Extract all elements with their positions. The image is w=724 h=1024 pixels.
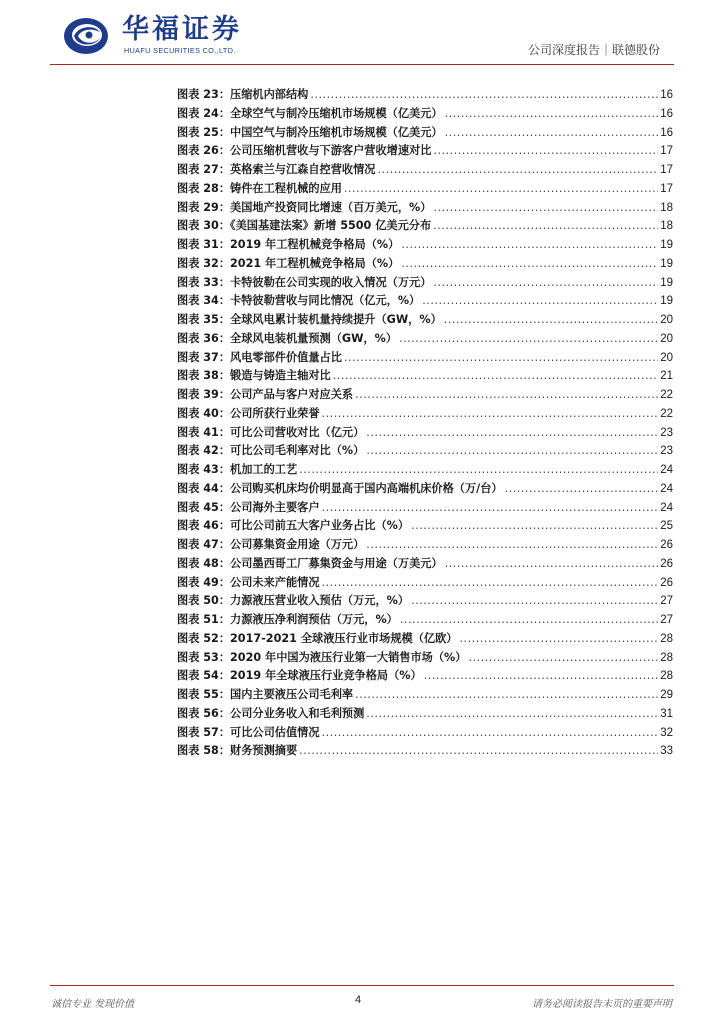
toc-dot-leader bbox=[468, 649, 658, 668]
toc-entry[interactable] bbox=[177, 142, 673, 161]
toc-entry[interactable] bbox=[177, 405, 673, 424]
toc-dot-leader bbox=[459, 630, 658, 649]
toc-entry-page: 18 bbox=[660, 220, 673, 233]
toc-entry-page: 28 bbox=[660, 670, 673, 683]
toc-entry[interactable] bbox=[177, 424, 673, 443]
toc-entry-title: 图表 29：美国地产投资同比增速（百万美元，%） bbox=[177, 200, 432, 214]
toc-entry[interactable] bbox=[177, 630, 673, 649]
company-logo bbox=[62, 12, 302, 58]
toc-entry[interactable] bbox=[177, 236, 673, 255]
toc-entry[interactable] bbox=[177, 274, 673, 293]
toc-dot-leader bbox=[322, 574, 659, 593]
toc-entry[interactable] bbox=[177, 686, 673, 705]
toc-entry[interactable] bbox=[177, 86, 673, 105]
toc-entry-page: 31 bbox=[660, 707, 673, 720]
toc-entry-title: 图表 31：2019 年工程机械竞争格局（%） bbox=[177, 238, 400, 251]
toc-entry[interactable] bbox=[177, 105, 673, 124]
toc-entry[interactable] bbox=[177, 161, 673, 180]
toc-entry-page: 17 bbox=[660, 182, 673, 195]
toc-entry[interactable] bbox=[177, 724, 673, 743]
toc-entry-title: 图表 46：可比公司前五大客户业务占比（%） bbox=[177, 519, 410, 533]
footer-disclaimer: 请务必阅读报告末页的重要声明 bbox=[532, 999, 672, 1010]
toc-entry-title: 图表 54：2019 年全球液压行业竞争格局（%） bbox=[177, 669, 422, 683]
figure-list bbox=[177, 86, 673, 761]
toc-entry-page: 26 bbox=[660, 539, 673, 551]
toc-entry-title: 图表 53：2020 年中国为液压行业第一大销售市场（%） bbox=[177, 650, 467, 664]
toc-entry-title: 图表 48：公司墨西哥工厂募集资金与用途（万美元） bbox=[177, 556, 443, 570]
toc-dot-leader bbox=[411, 517, 658, 536]
toc-entry[interactable] bbox=[177, 499, 673, 518]
toc-entry-title: 图表 33：卡特彼勒在公司实现的收入情况（万元） bbox=[177, 275, 432, 289]
toc-dot-leader bbox=[444, 311, 658, 330]
toc-entry-title: 图表 23：压缩机内部结构 bbox=[177, 88, 309, 101]
toc-entry-title: 图表 34：卡特彼勒营收与同比情况（亿元，%） bbox=[177, 294, 421, 308]
toc-entry-page: 16 bbox=[660, 89, 673, 101]
toc-entry-page: 24 bbox=[660, 464, 673, 476]
toc-dot-leader bbox=[433, 142, 658, 161]
toc-entry-page: 28 bbox=[660, 651, 673, 664]
toc-dot-leader bbox=[433, 217, 658, 236]
toc-entry-page: 25 bbox=[660, 520, 673, 533]
toc-entry[interactable] bbox=[177, 536, 673, 555]
toc-entry[interactable] bbox=[177, 292, 673, 311]
toc-entry[interactable] bbox=[177, 742, 673, 761]
toc-entry[interactable] bbox=[177, 180, 673, 199]
toc-entry-page: 20 bbox=[660, 314, 673, 326]
toc-dot-leader bbox=[445, 124, 659, 143]
toc-dot-leader bbox=[344, 180, 658, 199]
footer-divider bbox=[50, 985, 674, 986]
toc-entry-page: 17 bbox=[660, 145, 673, 158]
toc-entry[interactable] bbox=[177, 461, 673, 480]
toc-entry-title: 图表 57：可比公司估值情况 bbox=[177, 725, 320, 739]
toc-entry-page: 22 bbox=[660, 389, 673, 401]
toc-entry[interactable] bbox=[177, 349, 673, 368]
logo-chinese-name: 华福证券 bbox=[122, 14, 242, 45]
toc-entry-title: 图表 50：力源液压营业收入预估（万元，%） bbox=[177, 594, 410, 608]
toc-entry-page: 16 bbox=[660, 126, 673, 139]
toc-entry-page: 19 bbox=[660, 239, 673, 251]
toc-dot-leader bbox=[377, 161, 658, 180]
toc-dot-leader bbox=[400, 611, 658, 630]
toc-entry[interactable] bbox=[177, 330, 673, 349]
toc-dot-leader bbox=[366, 424, 658, 443]
toc-entry[interactable] bbox=[177, 442, 673, 461]
toc-dot-leader bbox=[322, 724, 659, 743]
toc-entry-title: 图表 25：中国空气与制冷压缩机市场规模（亿美元） bbox=[177, 125, 443, 139]
toc-entry[interactable] bbox=[177, 517, 673, 536]
toc-dot-leader bbox=[422, 292, 658, 311]
toc-entry-title: 图表 47：公司募集资金用途（万元） bbox=[177, 538, 365, 551]
toc-entry-page: 19 bbox=[660, 257, 673, 270]
toc-entry-page: 28 bbox=[660, 632, 673, 645]
toc-entry-title: 图表 39：公司产品与客户对应关系 bbox=[177, 388, 354, 401]
toc-entry-page: 19 bbox=[660, 295, 673, 308]
toc-dot-leader bbox=[299, 461, 658, 480]
toc-entry[interactable] bbox=[177, 574, 673, 593]
toc-dot-leader bbox=[333, 367, 658, 386]
toc-entry-page: 17 bbox=[660, 164, 673, 176]
toc-entry[interactable] bbox=[177, 217, 673, 236]
toc-entry-title: 图表 36：全球风电装机量预测（GW，%） bbox=[177, 331, 398, 345]
toc-dot-leader bbox=[401, 255, 658, 274]
toc-entry[interactable] bbox=[177, 592, 673, 611]
toc-entry-title: 图表 32：2021 年工程机械竞争格局（%） bbox=[177, 256, 400, 270]
toc-dot-leader bbox=[433, 274, 658, 293]
toc-entry-title: 图表 30：《美国基建法案》新增 5500 亿美元分布 bbox=[177, 219, 432, 233]
toc-entry-title: 图表 56：公司分业务收入和毛利预测 bbox=[177, 706, 365, 720]
toc-entry-title: 图表 43：机加工的工艺 bbox=[177, 463, 298, 476]
toc-entry-page: 24 bbox=[660, 501, 673, 514]
toc-entry-page: 27 bbox=[660, 595, 673, 608]
toc-dot-leader bbox=[401, 236, 658, 255]
header-divider bbox=[50, 64, 674, 65]
toc-dot-leader bbox=[344, 349, 658, 368]
toc-entry-page: 27 bbox=[660, 614, 673, 626]
toc-entry-page: 20 bbox=[660, 332, 673, 345]
toc-dot-leader bbox=[322, 405, 659, 424]
toc-entry[interactable] bbox=[177, 311, 673, 330]
toc-entry-title: 图表 35：全球风电累计装机量持续提升（GW，%） bbox=[177, 313, 442, 326]
toc-entry-title: 图表 51：力源液压净利润预估（万元，%） bbox=[177, 613, 398, 626]
toc-entry-title: 图表 38：锻造与铸造主轴对比 bbox=[177, 369, 331, 383]
toc-entry[interactable] bbox=[177, 611, 673, 630]
toc-dot-leader bbox=[322, 499, 659, 518]
footer-slogan: 诚信专业 发现价值 bbox=[51, 999, 135, 1010]
toc-entry-page: 23 bbox=[660, 445, 673, 458]
toc-entry-page: 24 bbox=[660, 482, 673, 495]
toc-entry-title: 图表 42：可比公司毛利率对比（%） bbox=[177, 444, 365, 458]
toc-entry-title: 图表 27：英格索兰与江森自控营收情况 bbox=[177, 163, 376, 176]
toc-entry[interactable] bbox=[177, 705, 673, 724]
toc-dot-leader bbox=[445, 555, 659, 574]
toc-dot-leader bbox=[310, 86, 658, 105]
page-number: 4 bbox=[355, 994, 362, 1006]
toc-entry-title: 图表 55：国内主要液压公司毛利率 bbox=[177, 688, 354, 701]
page-header bbox=[0, 0, 724, 72]
toc-entry[interactable] bbox=[177, 649, 673, 668]
toc-entry-page: 22 bbox=[660, 407, 673, 420]
toc-entry-title: 图表 26：公司压缩机营收与下游客户营收增速对比 bbox=[177, 144, 432, 158]
toc-dot-leader bbox=[445, 105, 659, 124]
huafu-logo-icon bbox=[62, 14, 114, 58]
toc-entry[interactable] bbox=[177, 255, 673, 274]
toc-entry-page: 26 bbox=[660, 557, 673, 570]
toc-dot-leader bbox=[355, 686, 658, 705]
toc-entry-page: 20 bbox=[660, 351, 673, 364]
toc-entry-page: 19 bbox=[660, 276, 673, 289]
toc-entry[interactable] bbox=[177, 667, 673, 686]
toc-entry-title: 图表 44：公司购买机床均价明显高于国内高端机床价格（万/台） bbox=[177, 481, 503, 495]
toc-entry-page: 32 bbox=[660, 726, 673, 739]
toc-entry-page: 33 bbox=[660, 745, 673, 758]
toc-dot-leader bbox=[366, 536, 658, 555]
toc-entry[interactable] bbox=[177, 199, 673, 218]
toc-dot-leader bbox=[424, 667, 658, 686]
toc-entry-title: 图表 52：2017-2021 全球液压行业市场规模（亿欧） bbox=[177, 631, 458, 645]
toc-entry-page: 21 bbox=[660, 370, 673, 383]
report-type-label: 公司深度报告｜联德股份 bbox=[527, 43, 660, 57]
toc-dot-leader bbox=[399, 330, 658, 349]
toc-entry-title: 图表 45：公司海外主要客户 bbox=[177, 500, 320, 514]
toc-entry-title: 图表 58：财务预测摘要 bbox=[177, 744, 298, 758]
toc-entry-title: 图表 24：全球空气与制冷压缩机市场规模（亿美元） bbox=[177, 106, 443, 120]
toc-dot-leader bbox=[366, 442, 658, 461]
toc-entry-page: 23 bbox=[660, 426, 673, 439]
toc-entry-title: 图表 49：公司未来产能情况 bbox=[177, 575, 320, 589]
toc-dot-leader bbox=[366, 705, 658, 724]
toc-entry[interactable] bbox=[177, 386, 673, 405]
toc-dot-leader bbox=[299, 742, 658, 761]
toc-entry-title: 图表 37：风电零部件价值量占比 bbox=[177, 350, 342, 364]
toc-entry[interactable] bbox=[177, 480, 673, 499]
toc-entry-page: 18 bbox=[660, 201, 673, 214]
toc-dot-leader bbox=[411, 592, 658, 611]
toc-dot-leader bbox=[505, 480, 659, 499]
toc-entry[interactable] bbox=[177, 555, 673, 574]
toc-entry-page: 26 bbox=[660, 576, 673, 589]
toc-entry[interactable] bbox=[177, 367, 673, 386]
toc-entry-title: 图表 28：铸件在工程机械的应用 bbox=[177, 181, 342, 195]
logo-english-name: HUAFU SECURITIES CO.,LTD. bbox=[124, 46, 236, 55]
toc-entry-title: 图表 41：可比公司营收对比（亿元） bbox=[177, 425, 365, 439]
toc-entry[interactable] bbox=[177, 124, 673, 143]
toc-entry-page: 29 bbox=[660, 689, 673, 701]
toc-entry-page: 16 bbox=[660, 107, 673, 120]
toc-entry-title: 图表 40：公司所获行业荣誉 bbox=[177, 406, 320, 420]
toc-dot-leader bbox=[433, 199, 658, 218]
toc-dot-leader bbox=[355, 386, 658, 405]
